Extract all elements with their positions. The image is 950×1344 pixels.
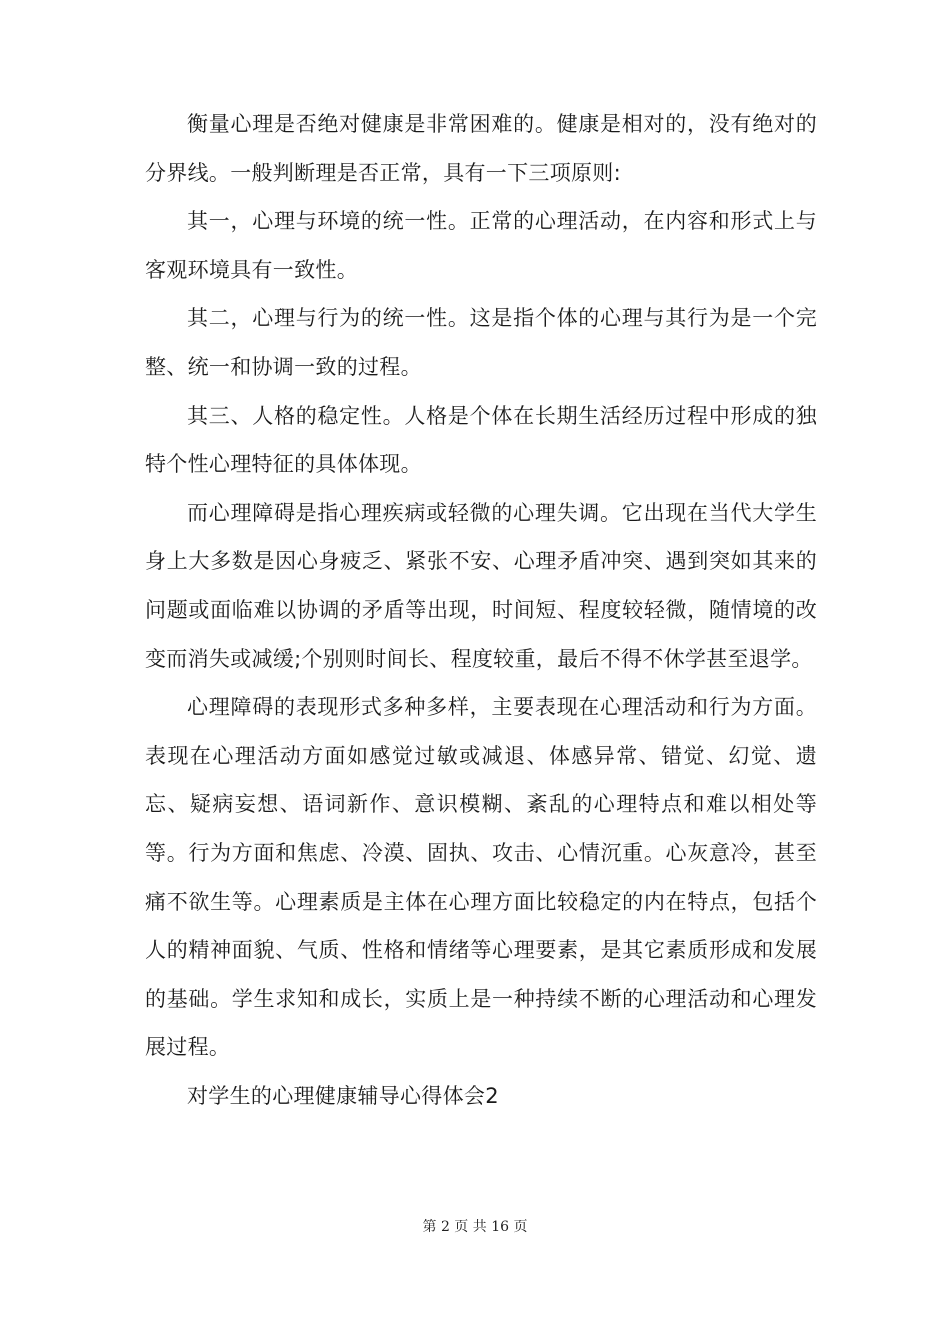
section-heading: 对学生的心理健康辅导心得体会2 [187,1083,499,1108]
paragraph-principle-three: 其三、人格的稳定性。人格是个体在长期生活经历过程中形成的独特个性心理特征的具体体现。 [145,403,817,477]
paragraph-principle-two: 其二，心理与行为的统一性。这是指个体的心理与其行为是一个完整、统一和协调一致的过程。 [145,306,817,379]
document-body [145,100,817,1120]
paragraph-health-criteria: 衡量心理是否绝对健康是非常困难的。健康是相对的，没有绝对的分界线。一般判断理是否正常，具有一下三项原则: [145,112,817,185]
page-footer: 第 2 页 共 16 页 [422,1219,528,1235]
paragraph-disorder-manifestations: 心理障碍的表现形式多种多样，主要表现在心理活动和行为方面。表现在心理活动方面如感觉过敏或减退、体感异常、错觉、幻觉、遗忘、疑病妄想、语词新作、意识模糊、紊乱的心理特点和难以相处等等。行为方面和焦虑、冷漠、固执、攻击、心情沉重。心灰意冷，甚至痛不欲生等。心理素质是主体在心理方面比较稳定的内在特点，包括个人的精神面貌、气质、性格和情绪等心理要素，是其它素质形成和发展的基础。学生求知和成长，实质上是一种持续不断的心理活动和心理发展过程。 [145,695,817,1060]
paragraph-psychological-disorder: 而心理障碍是指心理疾病或轻微的心理失调。它出现在当代大学生身上大多数是因心身疲乏、紧张不安、心理矛盾冲突、遇到突如其来的问题或面临难以协调的矛盾等出现，时间短、程度较轻微，随情境的改变而消失或减缓;个别则时间长、程度较重，最后不得不休学甚至退学。 [145,500,817,671]
paragraph-principle-one: 其一，心理与环境的统一性。正常的心理活动，在内容和形式上与客观环境具有一致性。 [145,209,817,282]
